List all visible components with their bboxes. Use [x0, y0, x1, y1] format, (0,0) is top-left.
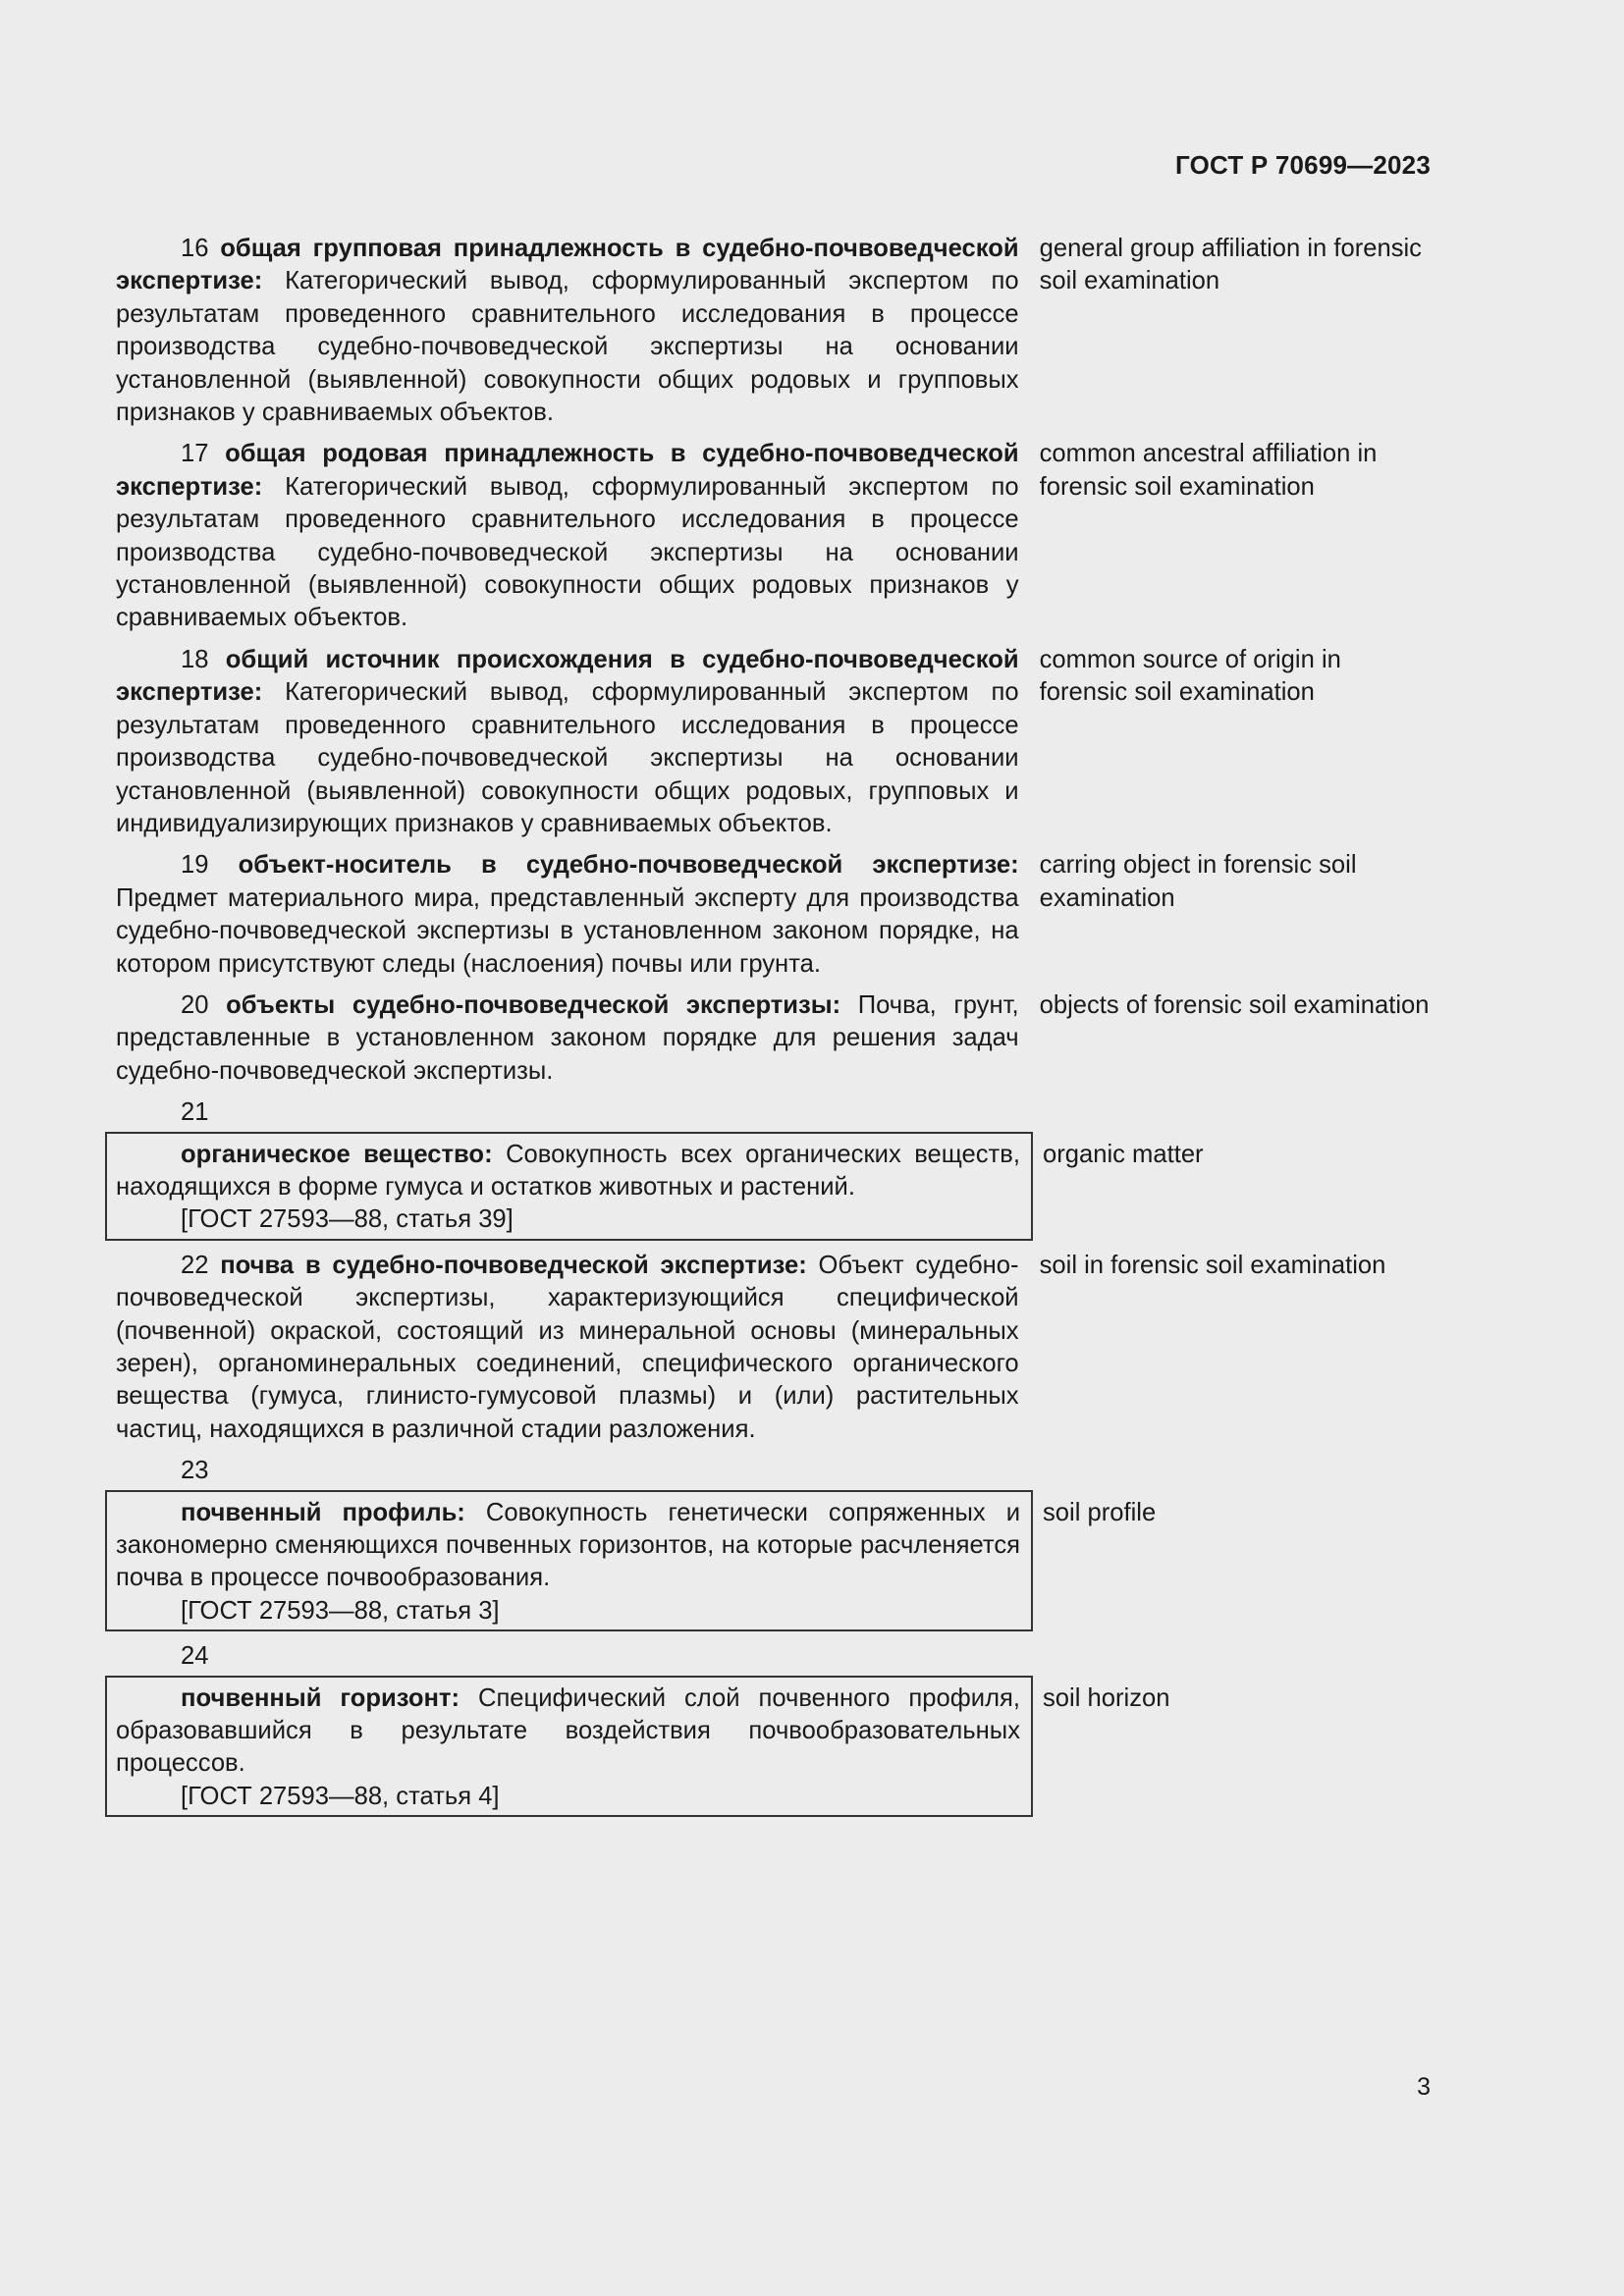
term-number: 18: [181, 645, 209, 673]
term-definition: [116, 1682, 1020, 1781]
term-english: soil profile: [1043, 1498, 1157, 1526]
term-box: [105, 1132, 1033, 1241]
term-text: Специфический слой почвенного профиля, образовавшийся в результате воздействия почвообразовательных процессов.: [116, 1683, 1020, 1778]
term-english: general group affiliation in forensic soil examination: [1039, 235, 1422, 295]
term-text: Почва, грунт, представленные в установленном законом порядке для решения задач судебно-почвоведческой экспертизы.: [116, 990, 1019, 1085]
term-text: Совокупность всех органических веществ, находящихся в форме гумуса и остатков животных и растений.: [116, 1140, 1020, 1201]
term-definition: [116, 233, 1019, 429]
term-number: 22: [181, 1251, 209, 1279]
term-number: 21: [181, 1098, 209, 1127]
term-source: [ГОСТ 27593—88, статья 39]: [181, 1205, 514, 1234]
term-english: common source of origin in forensic soil examination: [1039, 645, 1341, 707]
terms-list: [116, 233, 1432, 1826]
term-text: Категорический вывод, сформулированный экспертом по результатам проведенного сравнительного исследования в процессе производства судебно-почвоведческой экспертизы на основании установленной (выявленной) совокупности общих родовых, групповых и индивидуализирующих признаков у сравниваемых объектов.: [116, 678, 1019, 837]
term-name: объекты судебно-почвоведческой экспертизы:: [226, 990, 841, 1019]
term-name: органическое вещество:: [181, 1140, 493, 1168]
term-number: 19: [181, 851, 209, 880]
term-box: [105, 1490, 1033, 1632]
term-entry-boxed: [105, 1676, 1432, 1818]
term-name: почвенный горизонт:: [181, 1683, 460, 1712]
term-name: объект-носитель в судебно-почвоведческой экспертизе:: [238, 851, 1019, 880]
term-english: objects of forensic soil examination: [1039, 990, 1430, 1019]
term-number: 23: [181, 1457, 209, 1485]
term-english: soil horizon: [1043, 1683, 1170, 1712]
term-entry-boxed: [105, 1132, 1432, 1241]
term-number: 17: [181, 440, 209, 468]
term-entry: [116, 989, 1432, 1088]
term-entry: [116, 1250, 1432, 1446]
term-english: soil in forensic soil examination: [1039, 1251, 1386, 1279]
term-definition: [116, 644, 1019, 840]
term-name: общая родовая принадлежность в судебно-почвоведческой экспертизе:: [116, 440, 1019, 501]
term-source: [ГОСТ 27593—88, статья 3]: [181, 1596, 500, 1625]
term-definition: [116, 438, 1019, 634]
term-number: 16: [181, 235, 209, 262]
term-text: Категорический вывод, сформулированный экспертом по результатам проведенного сравнительного исследования в процессе производства судебно-почвоведческой экспертизы на основании установленной (выявленной) совокупности общих родовых признаков у сравниваемых объектов.: [116, 472, 1019, 632]
term-number: 24: [181, 1642, 209, 1671]
term-english: common ancestral affiliation in forensic soil examination: [1039, 440, 1378, 501]
term-definition: [116, 989, 1019, 1088]
term-box: [105, 1676, 1033, 1818]
term-source: [ГОСТ 27593—88, статья 4]: [181, 1782, 500, 1810]
term-definition: [116, 849, 1019, 981]
term-name: общий источник происхождения в судебно-почвоведческой экспертизе:: [116, 645, 1019, 707]
term-text: Совокупность генетически сопряженных и закономерно сменяющихся почвенных горизонтов, на которые расчленяется почва в процессе почвообразования.: [116, 1498, 1021, 1592]
term-definition: [116, 1139, 1020, 1204]
document-code: ГОСТ Р 70699—2023: [1175, 150, 1431, 180]
term-name: почвенный профиль:: [181, 1498, 465, 1526]
term-name: почва в судебно-почвоведческой экспертизе:: [220, 1251, 807, 1279]
term-name: общая групповая принадлежность в судебно-почвоведческой экспертизе:: [116, 235, 1019, 295]
term-english: organic matter: [1043, 1140, 1204, 1168]
term-entry: [116, 644, 1432, 840]
term-definition: [116, 1497, 1020, 1595]
term-number: 20: [181, 990, 209, 1019]
term-english: carring object in forensic soil examination: [1039, 851, 1357, 912]
term-entry-boxed: [105, 1490, 1432, 1632]
term-text: Предмет материального мира, представленный эксперту для производства судебно-почвоведческой экспертизы в установленном законом порядке, на котором присутствуют следы (наслоения) почвы или грунта.: [116, 883, 1019, 978]
term-definition: [116, 1250, 1019, 1446]
term-entry: [116, 849, 1432, 981]
term-text: Категорический вывод, сформулированный экспертом по результатам проведенного сравнительного исследования в процессе производства судебно-почвоведческой экспертизы на основании установленной (выявленной) совокупности общих родовых и групповых признаков у сравниваемых объектов.: [116, 267, 1019, 427]
term-text: Объект судебно-почвоведческой экспертизы, характеризующийся специфической (почвенной) окраской, состоящий из минеральной основы (минеральных зерен), органоминеральных соединений, специфического органического вещества (гумуса, глинисто-гумусовой плазмы) и (или) растительных частиц, находящихся в различной стадии разложения.: [116, 1251, 1019, 1443]
term-entry: [116, 438, 1432, 634]
term-entry: [116, 233, 1432, 429]
page-number: 3: [1417, 2073, 1431, 2101]
